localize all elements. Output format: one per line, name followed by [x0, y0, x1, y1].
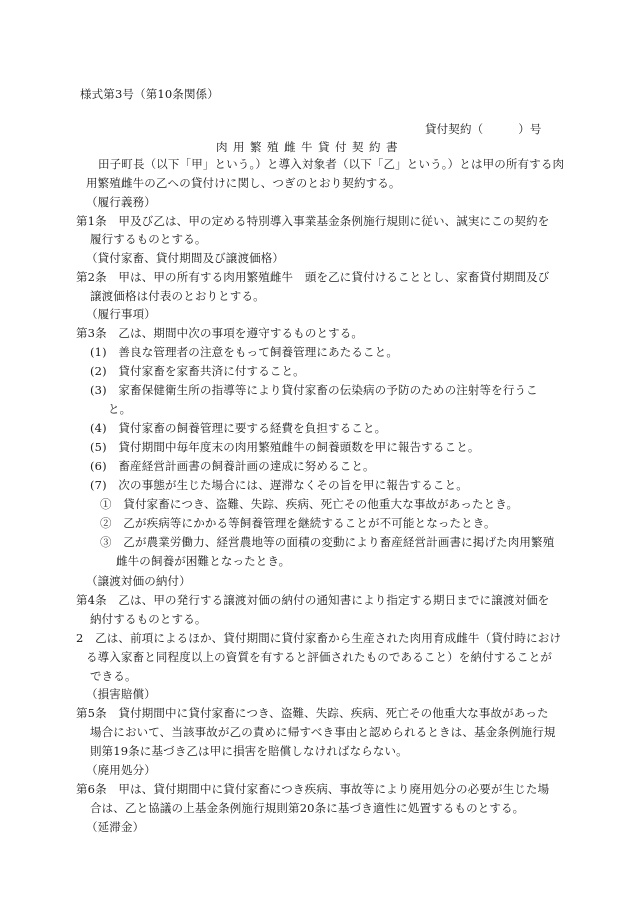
list-item: (4) 貸付家畜の飼養管理に要する経費を負担すること。 — [90, 421, 387, 435]
contract-number: 貸付契約（ ）号 — [425, 122, 542, 136]
section-heading: （貸付家畜、貸付期間及び譲渡価格） — [86, 251, 285, 265]
list-item-continuation: と。 — [108, 402, 132, 416]
list-item: (1) 善良な管理者の注意をもって飼養管理にあたること。 — [90, 345, 398, 359]
section-heading: （延滞金） — [86, 820, 145, 834]
article-line: 第3条 乙は、期間中次の事項を遵守するものとする。 — [76, 326, 364, 340]
article-line: 納付するものとする。 — [90, 612, 207, 626]
article-line: 第6条 甲は、貸付期間中に貸付家畜につき疾病、事故等により廃用処分の必要が生じた場 — [76, 782, 550, 796]
article-line: できる。 — [90, 669, 137, 683]
article-line: 合は、乙と協議の上基金条例施行規則第20条に基づき適性に処置するものとする。 — [90, 801, 525, 815]
sub-item-continuation: 雌牛の飼養が困難となったとき。 — [116, 554, 291, 568]
section-heading: （損害賠償） — [86, 687, 156, 701]
list-item: (2) 貸付家畜を家畜共済に付すること。 — [90, 364, 305, 378]
article-line: 第4条 乙は、甲の発行する譲渡対価の納付の通知書により指定する期日までに譲渡対価を — [76, 593, 550, 607]
article-line: 第5条 貸付期間中に貸付家畜につき、盗難、失踪、疾病、死亡その他重大な事故があった — [76, 706, 549, 720]
form-number: 様式第3号（第10条関係） — [80, 87, 219, 101]
article-line: 第2条 甲は、甲の所有する肉用繁殖雌牛 頭を乙に貸付けることとし、家畜貸付期間及び — [76, 270, 550, 284]
sub-item: ③ 乙が農業労働力、経営農地等の面積の変動により畜産経営計画書に掲げた肉用繁殖 — [100, 535, 555, 549]
sub-item: ① 貸付家畜につき、盗難、失踪、疾病、死亡その他重大な事故があったとき。 — [100, 497, 519, 511]
list-item: (7) 次の事態が生じた場合には、遅滞なくその旨を甲に報告すること。 — [90, 478, 468, 492]
article-line: 2 乙は、前項によるほか、貸付期間に貸付家畜から生産された肉用育成雌牛（貸付時におけ — [76, 631, 562, 645]
article-line: 則第19条に基づき乙は甲に損害を賠償しなければならない。 — [90, 744, 408, 758]
section-heading: （廃用処分） — [86, 763, 156, 777]
preamble-line: 用繁殖雌牛の乙への貸付けに関し、つぎのとおり契約する。 — [86, 176, 401, 190]
section-heading: （履行事項） — [86, 307, 156, 321]
list-item: (5) 貸付期間中毎年度末の肉用繁殖雌牛の飼養頭数を甲に報告すること。 — [90, 440, 480, 454]
document-title: 肉用繁殖雌牛貸付契約書 — [216, 140, 403, 154]
article-line: 履行するものとする。 — [90, 232, 207, 246]
article-line: 第1条 甲及び乙は、甲の定める特別導入事業基金条例施行規則に従い、誠実にこの契約を — [76, 214, 550, 228]
section-heading: （譲渡対価の納付） — [86, 574, 191, 588]
section-heading: （履行義務） — [86, 195, 156, 209]
list-item: (3) 家畜保健衛生所の指導等により貸付家畜の伝染病の予防のための注射等を行うこ — [90, 383, 538, 397]
article-line: 場合において、当該事故が乙の責めに帰すべき事由と認められるときは、基金条例施行規 — [90, 725, 556, 739]
sub-item: ② 乙が疾病等にかかる等飼養管理を継続することが不可能となったとき。 — [100, 516, 496, 530]
list-item: (6) 畜産経営計画書の飼養計画の達成に努めること。 — [90, 459, 375, 473]
article-line: る導入家畜と同程度以上の資質を有すると評価されたものであること）を納付することが — [86, 650, 552, 664]
article-line: 譲渡価格は付表のとおりとする。 — [90, 289, 265, 303]
preamble-line: 田子町長（以下「甲」という。）と導入対象者（以下「乙」という。）とは甲の所有する肉 — [98, 157, 565, 171]
